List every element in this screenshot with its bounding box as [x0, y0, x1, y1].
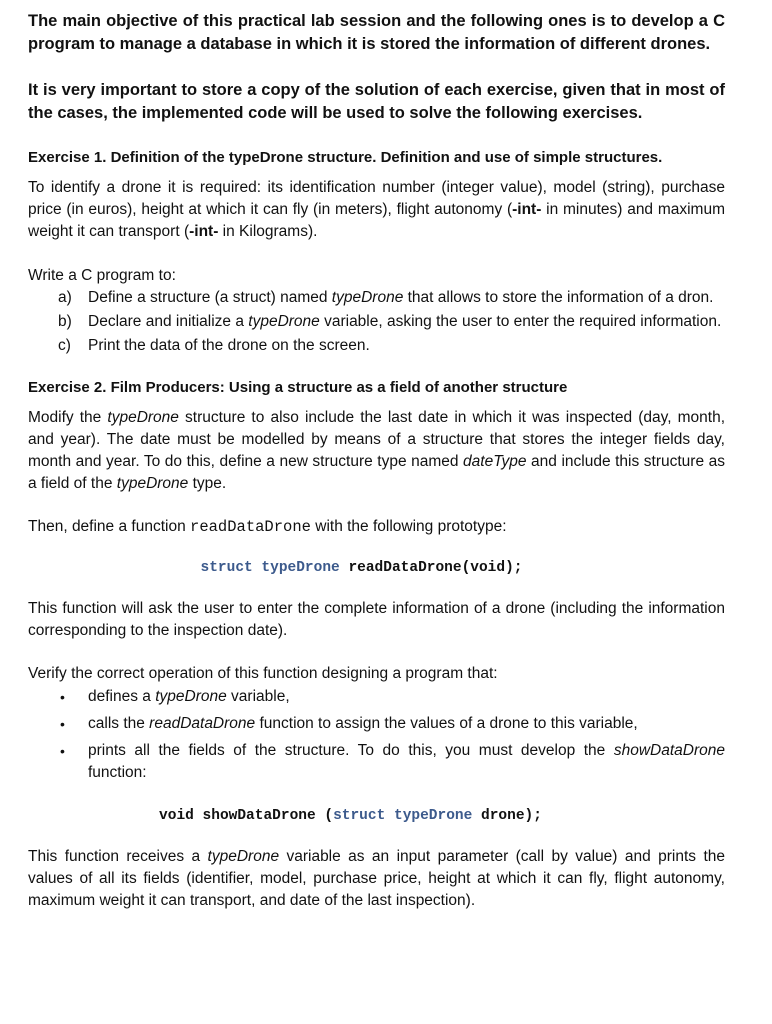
- bullet-icon: •: [60, 689, 65, 705]
- list-item: • calls the readDataDrone function to assign the values of a drone to this variable,: [28, 713, 725, 735]
- exercise2-function-description: This function will ask the user to enter the complete information of a drone (including the information corresponding to the inspection date).: [28, 600, 725, 639]
- document-page: [28, 10, 725, 912]
- list-item: • defines a typeDrone variable,: [28, 686, 725, 708]
- exercise1-task-list: [28, 287, 725, 357]
- exercise2-function-intro: Then, define a function readDataDrone with the following prototype:: [28, 518, 507, 536]
- exercise1-title: Exercise 1. Definition of the typeDrone structure. Definition and use of simple structures.: [28, 149, 663, 166]
- bullet-icon: •: [60, 716, 65, 732]
- exercise1-description: To identify a drone it is required: its identification number (integer value), model (string), purchase price (in euros), height at which it can fly (in meters), flight autonomy (-int- in minutes) and maximum weight it can transport (-int- in Kilograms).: [28, 179, 725, 240]
- intro-important-note: It is very important to store a copy of the solution of each exercise, given that in most of the cases, the implemented code will be used to solve the following exercises.: [28, 81, 725, 122]
- showdatadrone-prototype: void showDataDrone (struct typeDrone drone);: [159, 808, 542, 824]
- exercise2-bullet-list: [28, 686, 725, 784]
- list-item: c) Print the data of the drone on the screen.: [58, 337, 370, 354]
- exercise2-title: Exercise 2. Film Producers: Using a structure as a field of another structure: [28, 379, 568, 396]
- readdatadrone-prototype: struct typeDrone readDataDrone(void);: [200, 560, 523, 576]
- function-name-code: readDataDrone: [190, 518, 311, 536]
- bullet-icon: •: [60, 743, 65, 759]
- list-item: b) Declare and initialize a typeDrone variable, asking the user to enter the required information.: [58, 313, 722, 330]
- exercise2-verify-intro: Verify the correct operation of this function designing a program that:: [28, 665, 498, 682]
- exercise2-description: Modify the typeDrone structure to also include the last date in which it was inspected (day, month, and year). The date must be modelled by means of a structure that stores the integer fields day, month and year. To do this, define a new structure type named dateType and include this structure as a field of the typeDrone type.: [28, 409, 726, 492]
- exercise1-write-intro: Write a C program to:: [28, 267, 176, 284]
- intro-objective: The main objective of this practical lab session and the following ones is to develop a C program to manage a database in which it is stored the information of different drones.: [28, 12, 725, 53]
- list-item: • prints all the fields of the structure. To do this, you must develop the showDataDrone function:: [60, 742, 725, 781]
- list-item: a) Define a structure (a struct) named typeDrone that allows to store the information of a dron.: [58, 289, 714, 306]
- exercise2-showdatadrone-description: This function receives a typeDrone variable as an input parameter (call by value) and prints the values of all its fields (identifier, model, purchase price, height at which it can fly, flight autonomy, maximum weight it can transport, and date of the last inspection).: [28, 848, 725, 909]
